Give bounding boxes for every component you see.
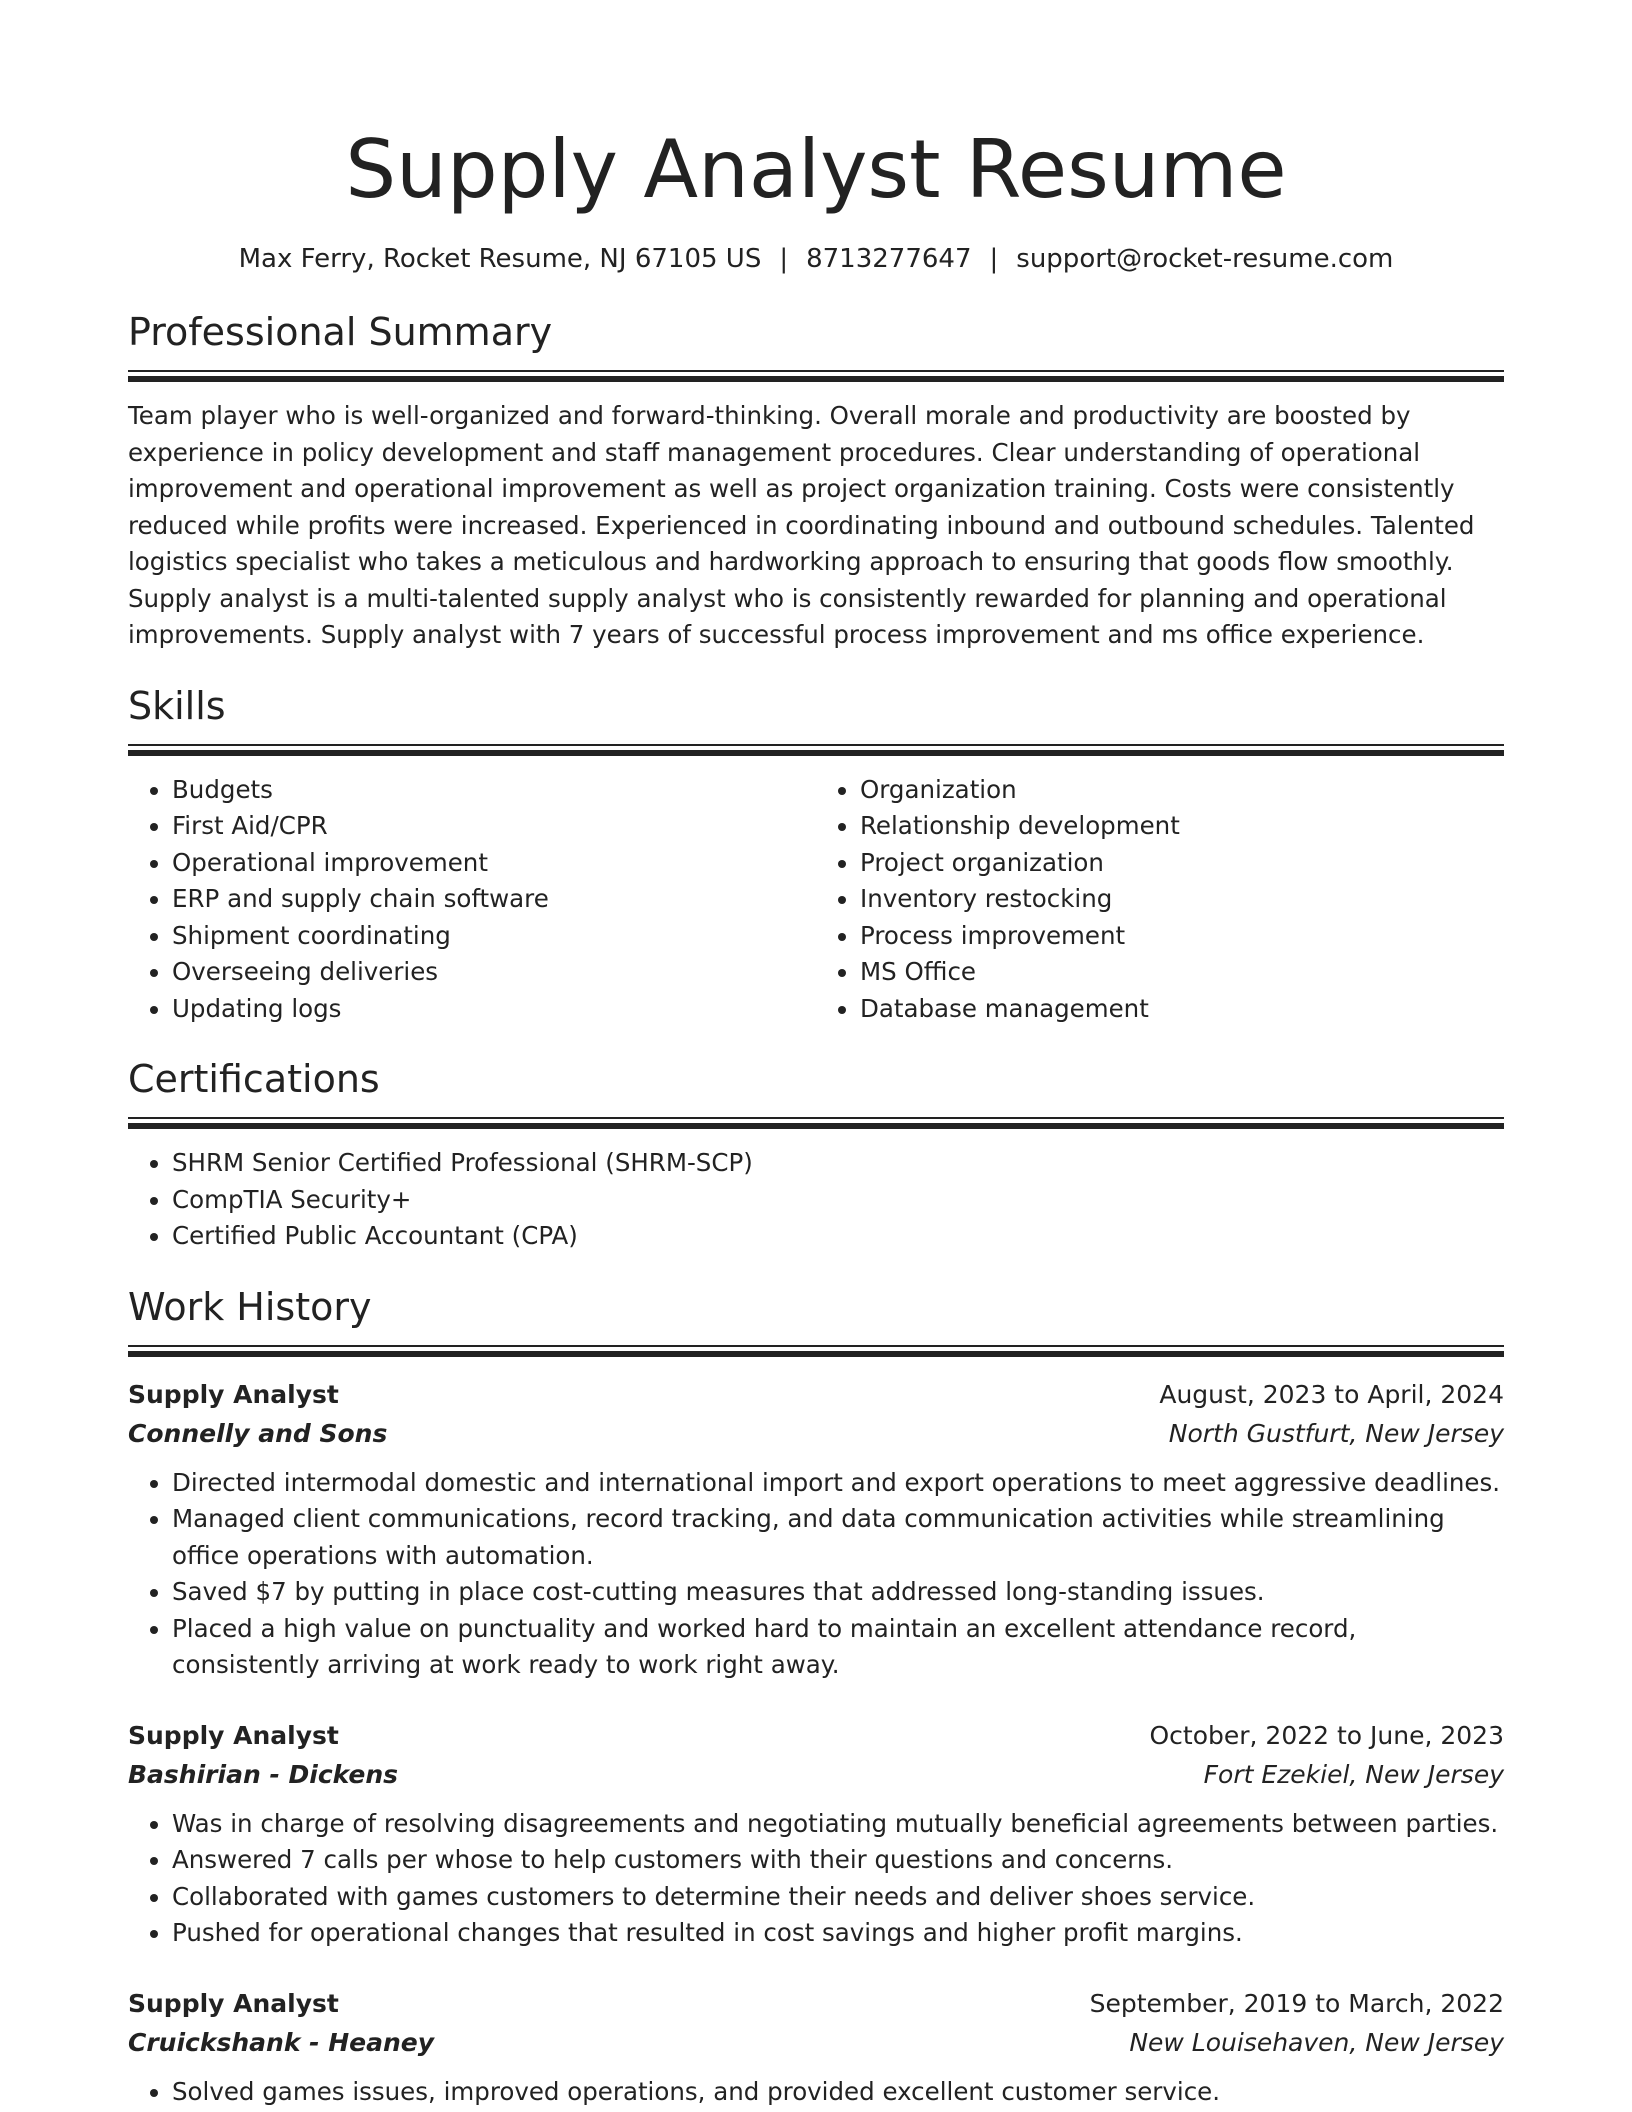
skills-grid xyxy=(128,772,1504,1028)
work-history-section xyxy=(128,1283,1504,2111)
certification-item: • CompTIA Security+ xyxy=(172,1182,1504,1219)
certifications-list xyxy=(128,1145,1504,1255)
job-company: Connelly and Sons xyxy=(128,1418,388,1448)
job-dates: September, 2019 to March, 2022 xyxy=(1089,1988,1504,2018)
skill-item: • Process improvement xyxy=(860,918,1504,955)
skills-list-right xyxy=(816,772,1504,1028)
skill-item: • MS Office xyxy=(860,954,1504,991)
skill-item: • Database management xyxy=(860,991,1504,1028)
certifications-section xyxy=(128,1055,1504,1255)
skill-item: • Updating logs xyxy=(172,991,816,1028)
contact-separator: | xyxy=(779,244,789,274)
job-company-row xyxy=(128,1414,1504,1453)
job-entry xyxy=(128,1716,1504,1952)
job-title: Supply Analyst xyxy=(128,1379,339,1409)
contact-line xyxy=(128,242,1504,276)
job-duty: • Answered 7 calls per whose to help customers with their questions and concerns. xyxy=(172,1842,1504,1879)
job-title: Supply Analyst xyxy=(128,1988,339,2018)
contact-separator: | xyxy=(989,244,999,274)
job-location: Fort Ezekiel, New Jersey xyxy=(1203,1759,1504,1789)
section-divider xyxy=(128,1117,1504,1129)
section-divider xyxy=(128,370,1504,382)
section-heading-skills: Skills xyxy=(128,683,226,728)
job-location: North Gustfurt, New Jersey xyxy=(1168,1418,1504,1448)
skills-list-left xyxy=(128,772,816,1028)
job-dates: August, 2023 to April, 2024 xyxy=(1159,1379,1504,1409)
skill-item: • Shipment coordinating xyxy=(172,918,816,955)
skill-item: • Inventory restocking xyxy=(860,881,1504,918)
skill-item: • ERP and supply chain software xyxy=(172,881,816,918)
job-title: Supply Analyst xyxy=(128,1720,339,1750)
job-company-row xyxy=(128,2023,1504,2062)
job-duties-list xyxy=(128,2074,1504,2111)
job-duty: • Saved $7 by putting in place cost-cutting measures that addressed long-standing issues. xyxy=(172,1574,1504,1611)
resume-page xyxy=(128,0,1504,2110)
skills-section xyxy=(128,682,1504,1028)
job-company: Cruickshank - Heaney xyxy=(128,2027,435,2057)
job-header-row xyxy=(128,1375,1504,1414)
job-duty: • Collaborated with games customers to determine their needs and deliver shoes service. xyxy=(172,1879,1504,1916)
job-entry xyxy=(128,1375,1504,1684)
job-duty: • Solved games issues, improved operations, and provided excellent customer service. xyxy=(172,2074,1504,2111)
certification-item: • SHRM Senior Certified Professional (SHRM-SCP) xyxy=(172,1145,1504,1182)
section-divider xyxy=(128,744,1504,756)
summary-section xyxy=(128,308,1504,654)
job-duty: • Managed client communications, record tracking, and data communication activities while streamlining office operations with automation. xyxy=(172,1501,1504,1574)
job-company: Bashirian - Dickens xyxy=(128,1759,399,1789)
certification-item: • Certified Public Accountant (CPA) xyxy=(172,1218,1504,1255)
section-divider xyxy=(128,1345,1504,1357)
job-header-row xyxy=(128,1716,1504,1755)
section-heading-summary: Professional Summary xyxy=(128,310,553,354)
contact-phone: 8713277647 xyxy=(806,244,972,274)
job-company-row xyxy=(128,1755,1504,1794)
page-title: Supply Analyst Resume xyxy=(345,123,1287,216)
skill-item: • Budgets xyxy=(172,772,816,809)
job-duties-list xyxy=(128,1806,1504,1952)
job-header-row xyxy=(128,1984,1504,2023)
skill-item: • Project organization xyxy=(860,845,1504,882)
skill-item: • Relationship development xyxy=(860,808,1504,845)
skill-item: • Overseeing deliveries xyxy=(172,954,816,991)
section-heading-certifications: Certifications xyxy=(128,1057,380,1101)
section-heading-work-history: Work History xyxy=(128,1284,372,1329)
contact-address: Max Ferry, Rocket Resume, NJ 67105 US xyxy=(238,244,762,274)
job-duty: • Placed a high value on punctuality and worked hard to maintain an excellent attendance record, consistently arriving at work ready to work right away. xyxy=(172,1611,1504,1684)
skill-item: • Operational improvement xyxy=(172,845,816,882)
contact-email: support@rocket-resume.com xyxy=(1016,244,1394,274)
skill-item: • First Aid/CPR xyxy=(172,808,816,845)
skill-item: • Organization xyxy=(860,772,1504,809)
summary-text: Team player who is well-organized and forward-thinking. Overall morale and productivity are boosted by experience in policy development and staff management procedures. Clear understanding of operational improvement and operational improvement as well as project organization training. Costs were consistently reduced while profits were increased. Experienced in coordinating inbound and outbound schedules. Talented logistics specialist who takes a meticulous and hardworking approach to ensuring that goods flow smoothly. Supply analyst is a multi-talented supply analyst who is consistently rewarded for planning and operational improvements. Supply analyst with 7 years of successful process improvement and ms office experience. xyxy=(128,401,1475,649)
job-location: New Louisehaven, New Jersey xyxy=(1129,2027,1504,2057)
job-entry xyxy=(128,1984,1504,2111)
job-duties-list xyxy=(128,1465,1504,1684)
job-duty: • Directed intermodal domestic and international import and export operations to meet aggressive deadlines. xyxy=(172,1465,1504,1502)
job-dates: October, 2022 to June, 2023 xyxy=(1149,1720,1504,1750)
job-duty: • Pushed for operational changes that resulted in cost savings and higher profit margins. xyxy=(172,1915,1504,1952)
job-duty: • Was in charge of resolving disagreements and negotiating mutually beneficial agreements between parties. xyxy=(172,1806,1504,1843)
